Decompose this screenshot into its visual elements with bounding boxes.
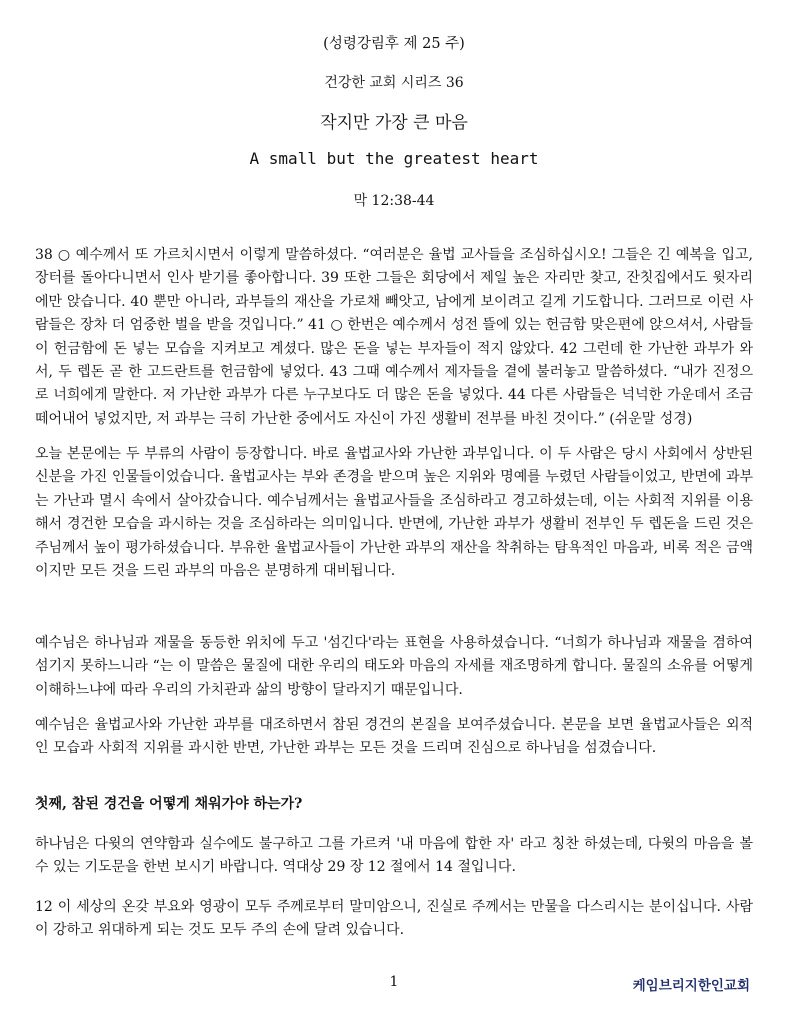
- scripture-reference: 막 12:38-44: [353, 193, 435, 209]
- section-heading: 첫째, 참된 경건을 어떻게 채워가야 하는가?: [35, 796, 303, 812]
- sermon-title-korean: 작지만 가장 큰 마음: [320, 113, 468, 133]
- body-paragraph: [35, 714, 753, 761]
- season-line: (성령강림후 제 25 주): [323, 36, 465, 52]
- paragraph-text: 하나님은 다윗의 연약함과 실수에도 불구하고 그를 가르켜 '내 마음에 합한 자' 라고 칭찬 하셨는데, 다윗의 마음을 볼수 있는 기도문을 한번 보시기 바랍니다. 역대상 29 장 12 절에서 14 절입니다.: [35, 836, 753, 876]
- scripture-text: 38 ○ 예수께서 또 가르치시면서 이렇게 말씀하셨다. “여러분은 율법 교사들을 조심하십시오! 그들은 긴 예복을 입고, 장터를 돌아다니면서 인사 받기를 좋아합니다. 39 또한 그들은 회당에서 제일 높은 자리만 찾고, 잔칫집에서도 윗자리에만 앉습니다. 40 뿐만 아니라, 과부들의 재산을 가로채 빼앗고, 남에게 보이려고 길게 기도합니다. 그러므로 이런 사람들은 장차 더 엄중한 벌을 받을 것입니다.” 41 ○ 한번은 예수께서 성전 뜰에 있는 헌금함 맞은편에 앉으셔서, 사람들이 헌금함에 돈 넣는 모습을 지켜보고 계셨다. 많은 돈을 넣는 부자들이 적지 않았다. 42 그런데 한 가난한 과부가 와서, 두 렙돈 곧 한 고드란트를 헌금함에 넣었다. 43 그때 예수께서 제자들을 곁에 불러놓고 말씀하셨다. “내가 진정으로 너희에게 말한다. 저 가난한 과부가 다른 누구보다도 더 많은 돈을 넣었다. 44 다른 사람들은 넉넉한 가운데서 조금 떼어내어 넣었지만, 저 과부는 극히 가난한 중에서도 자신이 가진 생활비 전부를 바친 것이다.” (쉬운말 성경): [35, 247, 753, 427]
- body-paragraph: [35, 833, 753, 880]
- paragraph-text: 오늘 본문에는 두 부류의 사람이 등장합니다. 바로 율법교사와 가난한 과부입니다. 이 두 사람은 당시 사회에서 상반된 신분을 가진 인물들이었습니다. 율법교사는 부와 존경을 받으며 높은 지위와 명예를 누렸던 사람들이었고, 반면에 과부는 가난과 멸시 속에서 살아갔습니다. 예수님께서는 율법교사들을 조심하라고 경고하셨는데, 이는 사회적 지위를 이용해서 경건한 모습을 과시하는 것을 조심하라는 의미입니다. 반면에, 가난한 과부가 생활비 전부인 두 렙돈을 드린 것은 주님께서 높이 평가하셨습니다. 부유한 율법교사들이 가난한 과부의 재산을 착취하는 탐욕적인 마음과, 비록 적은 금액이지만 모든 것을 드린 과부의 마음은 분명하게 대비됩니다.: [35, 446, 753, 580]
- body-paragraph: [35, 443, 753, 583]
- body-paragraph: [35, 896, 753, 943]
- paragraph-text: 12 이 세상의 온갖 부요와 영광이 모두 주께로부터 말미암으니, 진실로 주께서는 만물을 다스리시는 분이십니다. 사람이 강하고 위대하게 되는 것도 모두 주의 손에 달려 있습니다.: [35, 899, 753, 939]
- page-number: 1: [389, 974, 399, 990]
- paragraph-text: 예수님은 하나님과 재물을 동등한 위치에 두고 '섬긴다'라는 표현을 사용하셨습니다. “너희가 하나님과 재물을 겸하여 섬기지 못하느니라 “는 이 말씀은 물질에 대한 우리의 태도와 마음의 자세를 재조명하게 합니다. 물질의 소유를 어떻게 이해하느냐에 따라 우리의 가치관과 삶의 방향이 달라지기 때문입니다.: [35, 635, 753, 698]
- body-paragraph: [35, 632, 753, 702]
- sermon-title-english: A small but the greatest heart: [249, 149, 539, 168]
- scripture-passage: [35, 244, 753, 431]
- church-name: 케임브리지한인교회: [632, 978, 750, 994]
- paragraph-text: 예수님은 율법교사와 가난한 과부를 대조하면서 참된 경건의 본질을 보여주셨습니다. 본문을 보면 율법교사들은 외적인 모습과 사회적 지위를 과시한 반면, 가난한 과부는 모든 것을 드리며 진심으로 하나님을 섬겼습니다.: [35, 717, 753, 757]
- series-line: 건강한 교회 시리즈 36: [324, 75, 464, 91]
